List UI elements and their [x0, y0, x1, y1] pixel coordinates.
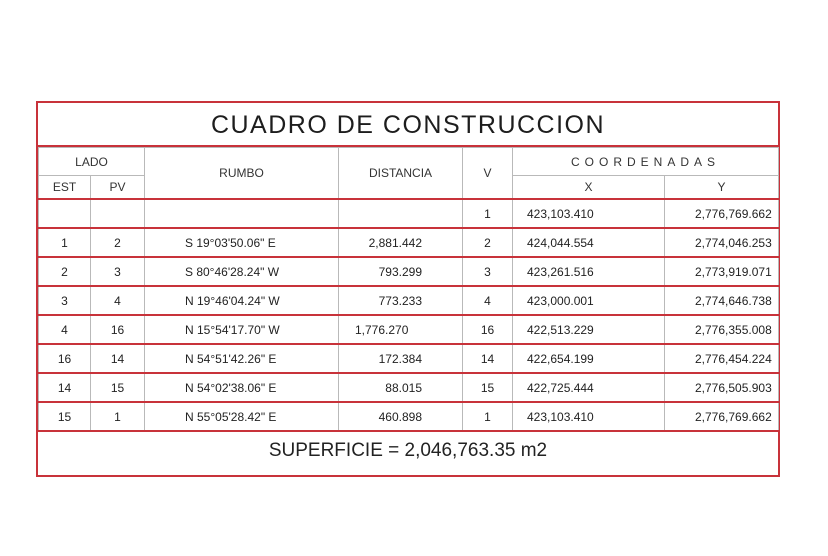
header-v: V [463, 148, 513, 200]
table-title: CUADRO DE CONSTRUCCION [38, 103, 778, 147]
cell-est: 1 [39, 228, 91, 257]
cell-est: 2 [39, 257, 91, 286]
table-row [39, 286, 779, 315]
cell-rumbo: N 55°05'28.42" E [145, 402, 339, 431]
cell-pv: 4 [91, 286, 145, 315]
cell-x: 422,654.199 [513, 344, 665, 373]
table-row [39, 344, 779, 373]
table-row [39, 315, 779, 344]
cell-distancia: 793.299 [339, 257, 463, 286]
table-row [39, 199, 779, 228]
cell-rumbo: S 80°46'28.24" W [145, 257, 339, 286]
construction-table [38, 147, 779, 432]
cell-y: 2,776,505.903 [665, 373, 779, 402]
header-x: X [513, 176, 665, 200]
table-row [39, 257, 779, 286]
table-row [39, 228, 779, 257]
cell-x: 423,103.410 [513, 199, 665, 228]
cell-rumbo: S 19°03'50.06" E [145, 228, 339, 257]
cell-est: 14 [39, 373, 91, 402]
header-rumbo: RUMBO [145, 148, 339, 200]
cell-x: 422,513.229 [513, 315, 665, 344]
cell-v: 4 [463, 286, 513, 315]
cell-v: 16 [463, 315, 513, 344]
cell-est: 4 [39, 315, 91, 344]
cell-y: 2,776,769.662 [665, 199, 779, 228]
cell-rumbo: N 54°02'38.06" E [145, 373, 339, 402]
cell-y: 2,776,454.224 [665, 344, 779, 373]
cell-est: 15 [39, 402, 91, 431]
cell-x: 423,000.001 [513, 286, 665, 315]
cell-y: 2,774,646.738 [665, 286, 779, 315]
cell-x: 423,103.410 [513, 402, 665, 431]
cell-v: 3 [463, 257, 513, 286]
cell-pv: 15 [91, 373, 145, 402]
cell-x: 424,044.554 [513, 228, 665, 257]
header-est: EST [39, 176, 91, 200]
cell-rumbo: N 54°51'42.26" E [145, 344, 339, 373]
cell-rumbo: N 15°54'17.70" W [145, 315, 339, 344]
construction-table-frame [36, 101, 780, 477]
cell-pv: 3 [91, 257, 145, 286]
cell-v: 1 [463, 402, 513, 431]
cell-rumbo: N 19°46'04.24" W [145, 286, 339, 315]
header-distancia: DISTANCIA [339, 148, 463, 200]
cell-est: 16 [39, 344, 91, 373]
cell-distancia: 88.015 [339, 373, 463, 402]
cell-y: 2,776,355.008 [665, 315, 779, 344]
header-y: Y [665, 176, 779, 200]
cell-pv: 2 [91, 228, 145, 257]
cell-x: 423,261.516 [513, 257, 665, 286]
cell-distancia: 172.384 [339, 344, 463, 373]
cell-distancia: 2,881.442 [339, 228, 463, 257]
superficie-total: SUPERFICIE = 2,046,763.35 m2 [268, 440, 548, 461]
cell-pv: 14 [91, 344, 145, 373]
cell-distancia: 1,776.270 [339, 315, 463, 344]
cell-y: 2,774,046.253 [665, 228, 779, 257]
cell-v: 15 [463, 373, 513, 402]
cell-distancia [339, 199, 463, 228]
cell-distancia: 773.233 [339, 286, 463, 315]
cell-y: 2,776,769.662 [665, 402, 779, 431]
header-coordenadas: COORDENADAS [513, 148, 779, 176]
table-row [39, 373, 779, 402]
cell-v: 2 [463, 228, 513, 257]
cell-est [39, 199, 91, 228]
cell-pv: 1 [91, 402, 145, 431]
cell-pv: 16 [91, 315, 145, 344]
header-lado: LADO [39, 148, 145, 176]
cell-rumbo [145, 199, 339, 228]
header-pv: PV [91, 176, 145, 200]
cell-est: 3 [39, 286, 91, 315]
cell-distancia: 460.898 [339, 402, 463, 431]
cell-v: 14 [463, 344, 513, 373]
cell-x: 422,725.444 [513, 373, 665, 402]
cell-v: 1 [463, 199, 513, 228]
cell-pv [91, 199, 145, 228]
cell-y: 2,773,919.071 [665, 257, 779, 286]
